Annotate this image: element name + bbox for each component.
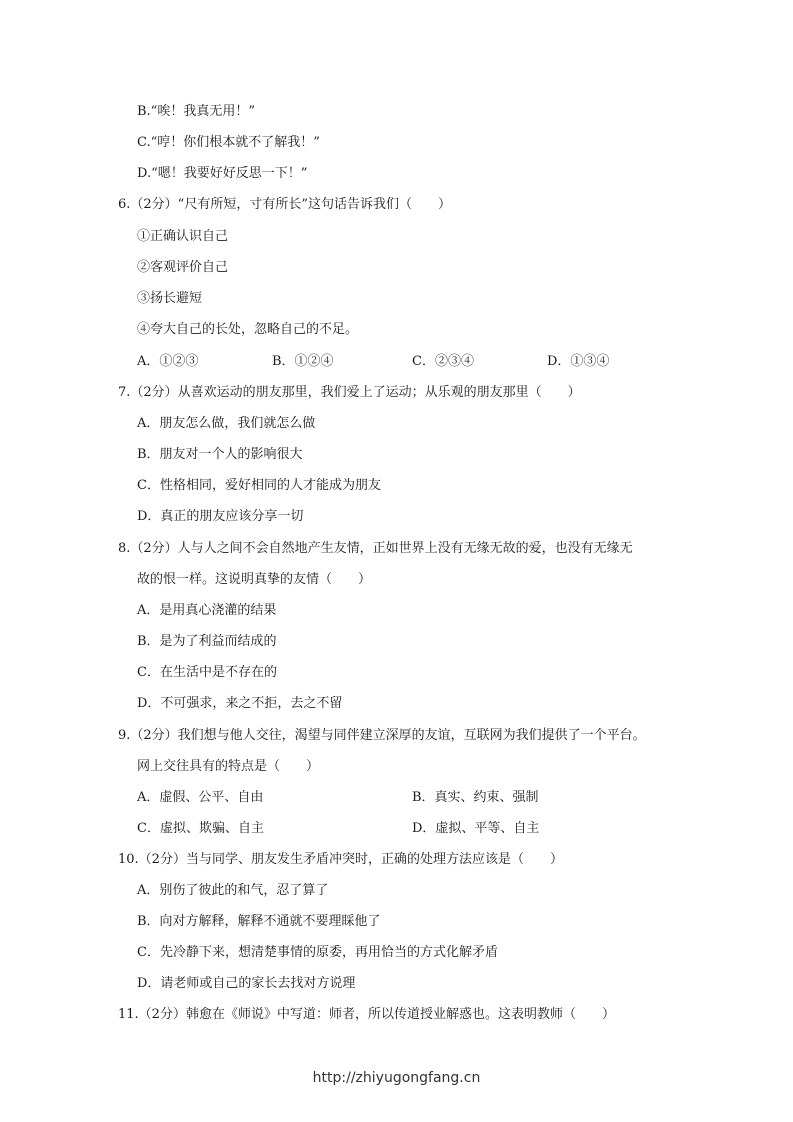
q6-option-b: B．①②④ — [272, 354, 334, 369]
question-8-continued: 故的恨一样。这说明真挚的友情（ ） — [137, 572, 372, 587]
q10-option-d: D．请老师或自己的家长去找对方说理 — [137, 976, 356, 991]
q5-option-c: C.“哼！你们根本就不了解我！” — [137, 135, 320, 150]
q5-option-d: D.“嗯！我要好好反思一下！” — [137, 166, 308, 181]
question-11: 11.（2分）韩愈在《师说》中写道：师者，所以传道授业解惑也。这表明教师（ ） — [118, 1007, 615, 1022]
q8-option-c: C．在生活中是不存在的 — [137, 665, 277, 680]
question-7: 7.（2分）从喜欢运动的朋友那里，我们爱上了运动；从乐观的朋友那里（ ） — [118, 385, 581, 400]
q10-option-c: C．先冷静下来，想清楚事情的原委，再用恰当的方式化解矛盾 — [137, 945, 498, 960]
q8-option-b: B．是为了利益而结成的 — [137, 634, 277, 649]
q8-option-d: D．不可强求，来之不拒，去之不留 — [137, 696, 343, 711]
q9-option-c: C．虚拟、欺骗、自主 — [137, 821, 264, 836]
q6-option-d: D．①③④ — [547, 354, 610, 369]
q6-statement-3: ③扬长避短 — [137, 291, 203, 306]
q7-option-a: A．朋友怎么做，我们就怎么做 — [137, 416, 316, 431]
q5-option-b: B.“唉！我真无用！” — [137, 104, 255, 119]
question-6: 6.（2分）“尺有所短，寸有所长”这句话告诉我们（ ） — [118, 197, 451, 212]
q6-option-c: C．②③④ — [412, 354, 474, 369]
question-9-continued: 网上交往具有的特点是（ ） — [137, 759, 320, 774]
footer-url: http://zhiyugongfang.cn — [312, 1070, 481, 1086]
q7-option-c: C．性格相同，爱好相同的人才能成为朋友 — [137, 478, 381, 493]
q9-option-b: B．真实、约束、强制 — [412, 790, 539, 805]
q6-option-a: A．①②③ — [137, 354, 199, 369]
q10-option-a: A．别伤了彼此的和气，忍了算了 — [137, 883, 329, 898]
q6-statement-4: ④夸大自己的长处，忽略自己的不足。 — [137, 322, 359, 337]
q7-option-d: D．真正的朋友应该分享一切 — [137, 509, 304, 524]
question-8: 8.（2分）人与人之间不会自然地产生友情，正如世界上没有无缘无故的爱，也没有无缘无 — [118, 541, 633, 556]
q7-option-b: B．朋友对一个人的影响很大 — [137, 447, 303, 462]
q6-statement-1: ①正确认识自己 — [137, 229, 229, 244]
q10-option-b: B．向对方解释，解释不通就不要理睬他了 — [137, 914, 381, 929]
q8-option-a: A．是用真心浇灌的结果 — [137, 603, 277, 618]
q9-option-a: A．虚假、公平、自由 — [137, 790, 264, 805]
question-10: 10.（2分）当与同学、朋友发生矛盾冲突时，正确的处理方法应该是（ ） — [118, 852, 563, 867]
q9-option-d: D．虚拟、平等、自主 — [412, 821, 540, 836]
question-9: 9.（2分）我们想与他人交往，渴望与同伴建立深厚的友谊，互联网为我们提供了一个平台。 — [118, 728, 646, 743]
q6-statement-2: ②客观评价自己 — [137, 260, 229, 275]
